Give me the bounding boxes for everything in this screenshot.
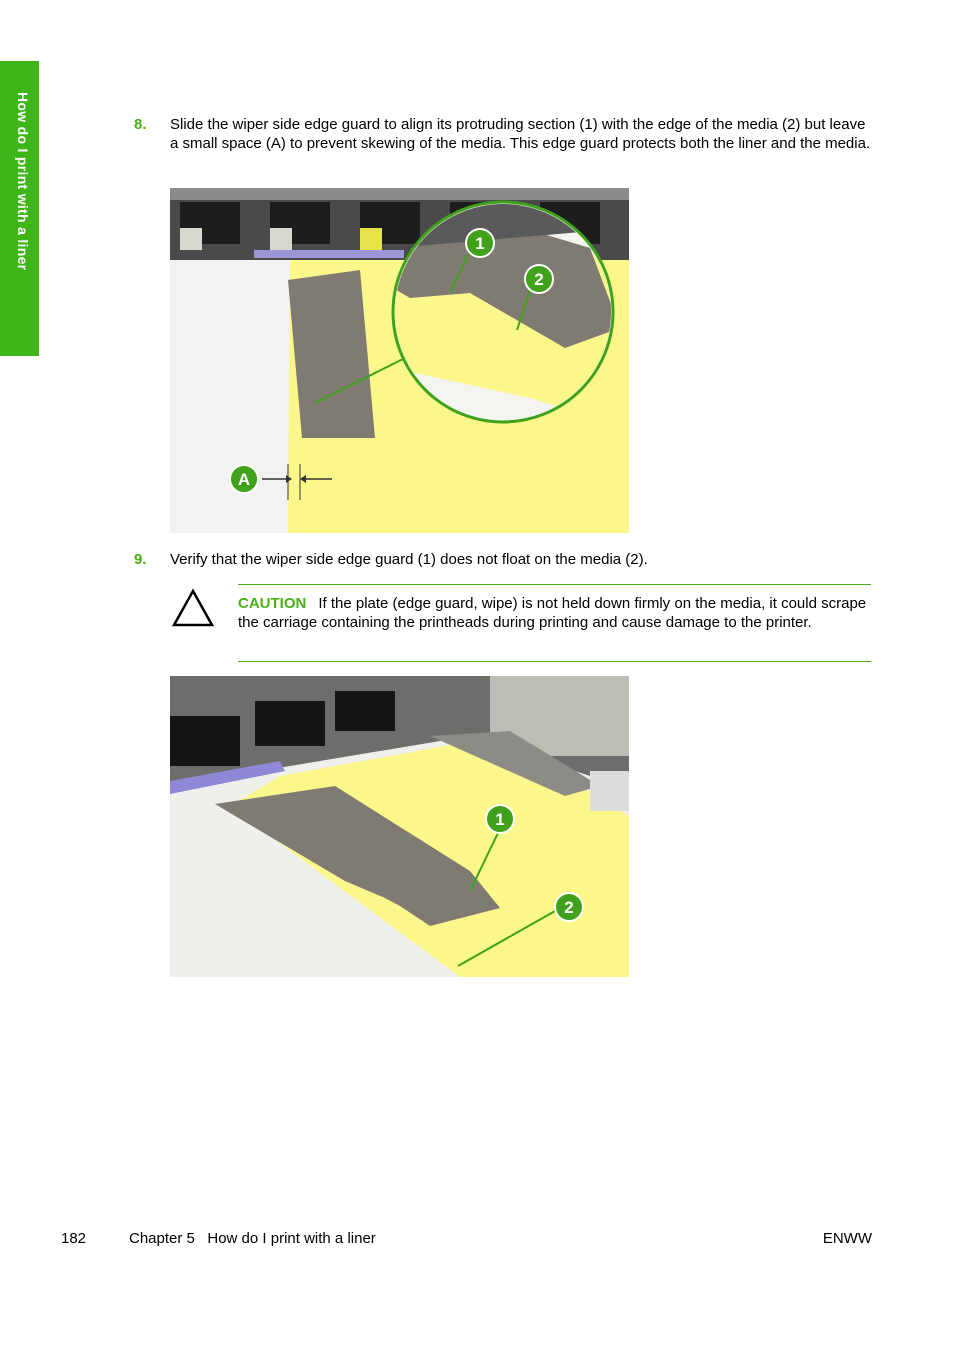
footer-enww: ENWW (822, 1230, 872, 1247)
callout-2-icon (525, 265, 553, 293)
callout-1-icon (486, 805, 514, 833)
edge-guard-flat-figure (170, 676, 629, 977)
callout-2-icon (555, 893, 583, 921)
footer-chapter: Chapter 5 How do I print with a liner (129, 1230, 376, 1247)
caution-text (238, 594, 868, 632)
caution-label: CAUTION (238, 595, 307, 612)
page-number: 182 (61, 1230, 87, 1247)
caution-body: If the plate (edge guard, wipe) is not held down firmly on the media, it could scrape the carriage containing the printheads during printing and cause damage to the printer. (238, 595, 867, 631)
callout-1-label: 1 (475, 234, 485, 253)
edge-guard-alignment-figure (170, 188, 629, 533)
callout-2-label: 2 (534, 270, 544, 289)
callout-1-icon (466, 229, 494, 257)
step-text: Verify that the wiper side edge guard (1) does not float on the media (2). (170, 551, 648, 568)
callout-2-label: 2 (564, 898, 574, 917)
callout-a-label: A (237, 470, 251, 489)
step-number: 9. (134, 551, 147, 568)
step-text: Slide the wiper side edge guard to align its protruding section (1) with the edge of the media (2) but leave a small space (A) to prevent skewing of the media. This edge guard protects both the liner and the media. (170, 116, 871, 152)
caution-box (238, 584, 871, 662)
step-number: 8. (134, 116, 147, 133)
warning-triangle-icon (171, 588, 215, 628)
callout-1-label: 1 (495, 810, 505, 829)
chapter-side-tab-label: How do I print with a liner (15, 92, 31, 271)
callout-a-icon (230, 465, 258, 493)
